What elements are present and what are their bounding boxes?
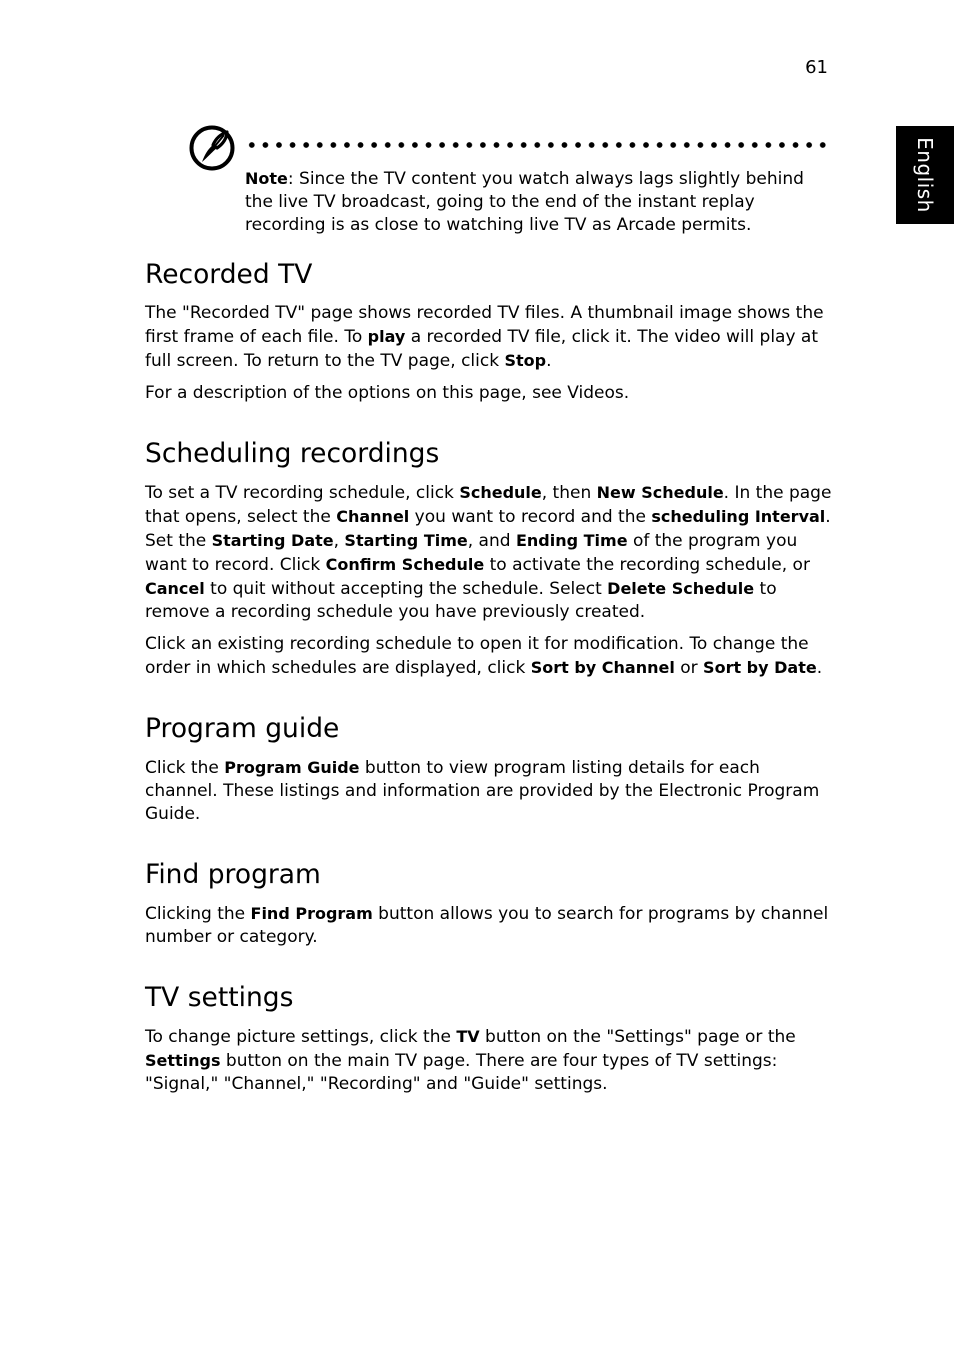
text: . In the page that opens, select the: [145, 483, 832, 527]
text: you want to record and the: [409, 507, 652, 527]
text: , and: [467, 531, 516, 551]
text: or: [674, 658, 704, 678]
text: .: [546, 351, 552, 371]
bold-term: Program Guide: [224, 758, 360, 777]
bold-term: scheduling Interval: [651, 507, 826, 526]
language-tab-label: English: [913, 137, 937, 213]
language-tab: [896, 126, 954, 224]
text: button on the "Settings" page or the: [479, 1027, 796, 1047]
bold-term: Confirm Schedule: [325, 555, 485, 574]
bold-term: Schedule: [459, 483, 542, 502]
text: Click the: [145, 758, 225, 778]
paragraph: For a description of the options on this page, see Videos.: [145, 383, 630, 403]
paragraph: [145, 302, 835, 373]
section-scheduling: [145, 437, 835, 680]
text: Clicking the: [145, 904, 251, 924]
bold-term: Sort by Date: [703, 658, 817, 677]
text: To change picture settings, click the: [145, 1027, 457, 1047]
heading-scheduling: Scheduling recordings: [145, 438, 440, 469]
paragraph: [145, 756, 835, 826]
section-tv-settings: [145, 981, 835, 1096]
section-find-program: [145, 858, 835, 949]
text: a recorded TV file, click it. The video will play at full screen. To return to the TV page, click: [145, 327, 819, 371]
text: to activate the recording schedule, or: [484, 555, 810, 575]
heading-program-guide: Program guide: [145, 713, 340, 744]
text: button on the main TV page. There are four types of TV settings: "Signal," "Channel," "Recording" and "Guide" settings.: [145, 1051, 778, 1094]
text: The "Recorded TV" page shows recorded TV files. A thumbnail image shows the first frame of each file. To: [145, 303, 824, 347]
text: , then: [541, 483, 597, 503]
paragraph: [145, 902, 835, 949]
text: to remove a recording schedule you have previously created.: [145, 579, 777, 622]
text: .: [816, 658, 823, 678]
section-program-guide: [145, 712, 835, 826]
note-label: Note: [245, 169, 288, 188]
section-recorded-tv: [145, 258, 835, 405]
text: Click an existing recording schedule to open it for modification. To change the order in which schedules are displayed, click: [145, 634, 809, 678]
bold-term: Delete Schedule: [607, 579, 755, 598]
bold-term: TV: [456, 1027, 480, 1046]
note-icon: [188, 124, 236, 172]
note-body: : Since the TV content you watch always lags slightly behind the live TV broadcast, going to the end of the instant replay recording is as close to watching live TV as Arcade permits.: [245, 169, 804, 235]
bold-term: Stop: [504, 351, 547, 370]
paragraph: [145, 481, 835, 624]
bold-term: Sort by Channel: [530, 658, 675, 677]
text: . Set the: [145, 507, 831, 551]
text: To set a TV recording schedule, click: [145, 483, 460, 503]
text: of the program you want to record. Click: [145, 531, 798, 575]
bold-term: Channel: [336, 507, 410, 526]
bold-term: New Schedule: [596, 483, 724, 502]
bold-term: Ending Time: [515, 531, 628, 550]
bold-term: Find Program: [250, 904, 373, 923]
paragraph: [145, 633, 835, 680]
heading-tv-settings: TV settings: [145, 982, 294, 1013]
note-text: [245, 167, 835, 237]
text: ,: [333, 531, 345, 551]
bold-term: Cancel: [145, 579, 205, 598]
text: button allows you to search for programs by channel number or category.: [145, 904, 829, 947]
text: to quit without accepting the schedule. Select: [204, 579, 608, 599]
paragraph: [145, 1025, 835, 1096]
bold-term: play: [367, 327, 406, 346]
page-number: 61: [805, 57, 828, 78]
main-content: [145, 258, 835, 1128]
note-divider: [245, 142, 830, 148]
heading-recorded-tv: Recorded TV: [145, 259, 313, 290]
bold-term: Settings: [145, 1051, 221, 1070]
heading-find-program: Find program: [145, 859, 321, 890]
bold-term: Starting Time: [344, 531, 468, 550]
bold-term: Starting Date: [211, 531, 334, 550]
text: button to view program listing details for each channel. These listings and information are provided by the Electronic Program Guide.: [145, 758, 820, 824]
